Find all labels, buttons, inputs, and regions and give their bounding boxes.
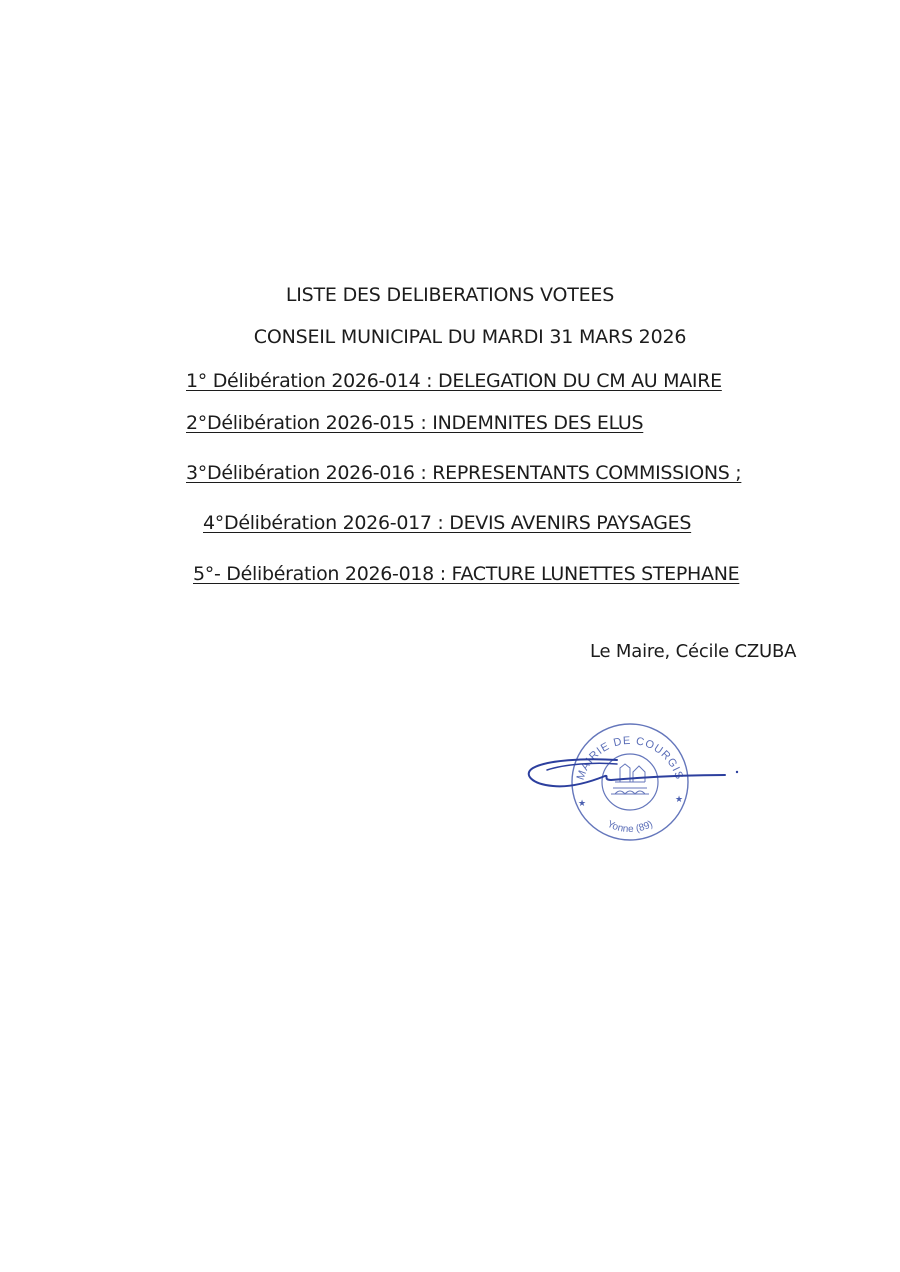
deliberation-item: 3°Délibération 2026-016 : REPRESENTANTS COMMISSIONS ; xyxy=(186,462,742,484)
stamp-star-icon: ★ xyxy=(578,799,587,809)
signatory-name: Le Maire, Cécile CZUBA xyxy=(590,641,797,662)
deliberation-item: 2°Délibération 2026-015 : INDEMNITES DES ELUS xyxy=(186,412,644,434)
document-subtitle: CONSEIL MUNICIPAL DU MARDI 31 MARS 2026 xyxy=(253,326,687,348)
svg-text:Yonne (89) xyxy=(605,819,654,835)
stamp-and-signature xyxy=(525,720,755,845)
stamp-top-text: MAIRIE DE COURGIS xyxy=(574,734,686,782)
document-title: LISTE DES DELIBERATIONS VOTEES xyxy=(285,284,615,306)
deliberation-item: 1° Délibération 2026-014 : DELEGATION DU CM AU MAIRE xyxy=(186,370,722,392)
stamp-bottom-text: Yonne (89) xyxy=(605,818,655,836)
stamp-star-icon: ★ xyxy=(675,795,684,805)
deliberation-item: 4°Délibération 2026-017 : DEVIS AVENIRS PAYSAGES xyxy=(203,512,692,534)
deliberation-item: 5°- Délibération 2026-018 : FACTURE LUNETTES STEPHANE xyxy=(193,563,740,585)
signature-dot xyxy=(736,771,738,773)
